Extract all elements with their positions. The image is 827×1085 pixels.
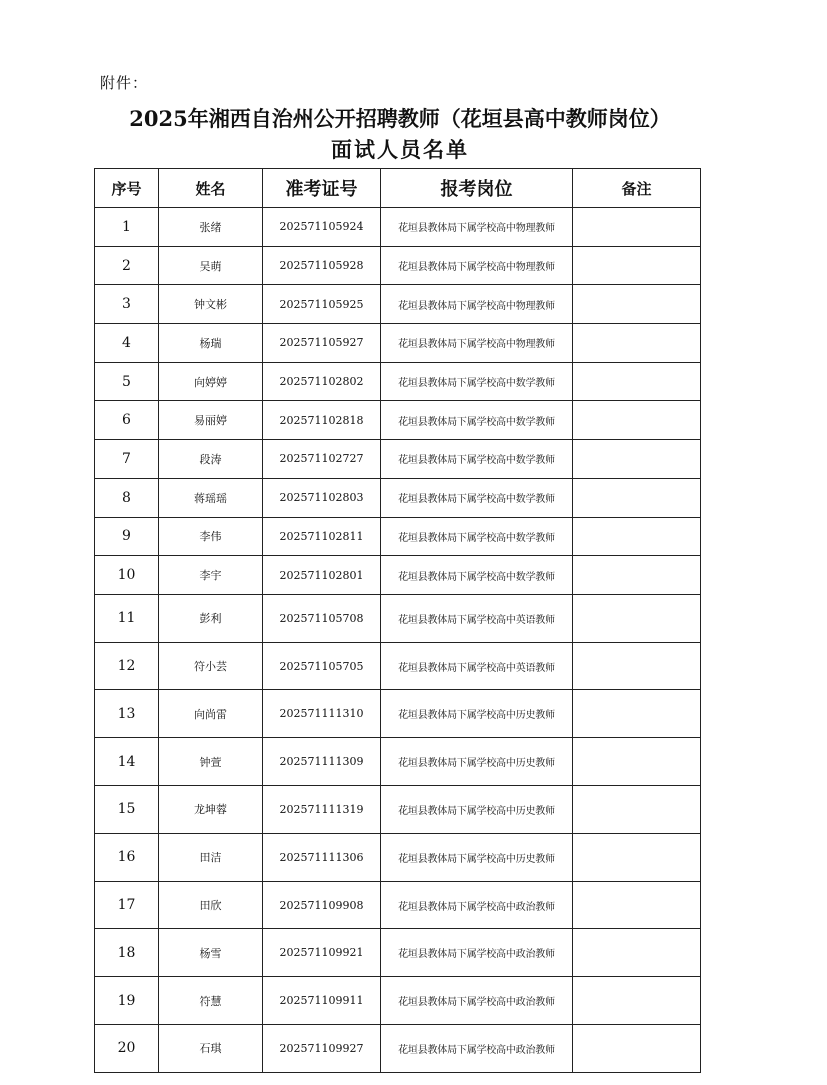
ticket-cell: 202571102818 bbox=[263, 401, 381, 440]
table-row bbox=[95, 833, 701, 881]
table-row bbox=[95, 324, 701, 363]
remarks-cell bbox=[573, 786, 701, 834]
position-cell: 花垣县教体局下属学校高中物理教师 bbox=[381, 208, 573, 247]
position-cell: 花垣县教体局下属学校高中历史教师 bbox=[381, 738, 573, 786]
ticket-cell: 202571102801 bbox=[263, 556, 381, 595]
table-row bbox=[95, 738, 701, 786]
name-cell: 符小芸 bbox=[159, 642, 263, 690]
remarks-cell bbox=[573, 556, 701, 595]
serial-cell: 9 bbox=[95, 517, 159, 556]
table-row bbox=[95, 881, 701, 929]
header-serial-no: 序号 bbox=[95, 169, 159, 208]
ticket-cell: 202571105927 bbox=[263, 324, 381, 363]
position-cell: 花垣县教体局下属学校高中物理教师 bbox=[381, 246, 573, 285]
table-row bbox=[95, 246, 701, 285]
serial-cell: 1 bbox=[95, 208, 159, 247]
name-cell: 钟萱 bbox=[159, 738, 263, 786]
ticket-cell: 202571105925 bbox=[263, 285, 381, 324]
header-ticket-no: 准考证号 bbox=[263, 169, 381, 208]
header-name: 姓名 bbox=[159, 169, 263, 208]
serial-cell: 2 bbox=[95, 246, 159, 285]
serial-cell: 13 bbox=[95, 690, 159, 738]
position-cell: 花垣县教体局下属学校高中历史教师 bbox=[381, 833, 573, 881]
name-cell: 吴萌 bbox=[159, 246, 263, 285]
table-row bbox=[95, 786, 701, 834]
header-position: 报考岗位 bbox=[381, 169, 573, 208]
position-cell: 花垣县教体局下属学校高中数学教师 bbox=[381, 478, 573, 517]
table-row bbox=[95, 556, 701, 595]
remarks-cell bbox=[573, 833, 701, 881]
ticket-cell: 202571109911 bbox=[263, 977, 381, 1025]
position-cell: 花垣县教体局下属学校高中数学教师 bbox=[381, 440, 573, 479]
remarks-cell bbox=[573, 440, 701, 479]
position-cell: 花垣县教体局下属学校高中英语教师 bbox=[381, 642, 573, 690]
position-cell: 花垣县教体局下属学校高中英语教师 bbox=[381, 594, 573, 642]
serial-cell: 11 bbox=[95, 594, 159, 642]
ticket-cell: 202571105924 bbox=[263, 208, 381, 247]
serial-cell: 8 bbox=[95, 478, 159, 517]
attachment-label: 附件： bbox=[100, 74, 149, 92]
table-row bbox=[95, 517, 701, 556]
position-cell: 花垣县教体局下属学校高中政治教师 bbox=[381, 1025, 573, 1073]
position-cell: 花垣县教体局下属学校高中历史教师 bbox=[381, 690, 573, 738]
ticket-cell: 202571102727 bbox=[263, 440, 381, 479]
remarks-cell bbox=[573, 1025, 701, 1073]
name-cell: 李伟 bbox=[159, 517, 263, 556]
header-remarks: 备注 bbox=[573, 169, 701, 208]
ticket-cell: 202571102803 bbox=[263, 478, 381, 517]
name-cell: 田欣 bbox=[159, 881, 263, 929]
remarks-cell bbox=[573, 690, 701, 738]
remarks-cell bbox=[573, 246, 701, 285]
serial-cell: 17 bbox=[95, 881, 159, 929]
remarks-cell bbox=[573, 285, 701, 324]
ticket-cell: 202571111310 bbox=[263, 690, 381, 738]
name-cell: 符慧 bbox=[159, 977, 263, 1025]
table-row bbox=[95, 401, 701, 440]
name-cell: 杨雪 bbox=[159, 929, 263, 977]
serial-cell: 6 bbox=[95, 401, 159, 440]
remarks-cell bbox=[573, 642, 701, 690]
serial-cell: 20 bbox=[95, 1025, 159, 1073]
name-cell: 龙坤蓉 bbox=[159, 786, 263, 834]
remarks-cell bbox=[573, 929, 701, 977]
name-cell: 易丽婷 bbox=[159, 401, 263, 440]
serial-cell: 16 bbox=[95, 833, 159, 881]
name-cell: 彭利 bbox=[159, 594, 263, 642]
position-cell: 花垣县教体局下属学校高中历史教师 bbox=[381, 786, 573, 834]
table-row bbox=[95, 1025, 701, 1073]
position-cell: 花垣县教体局下属学校高中数学教师 bbox=[381, 556, 573, 595]
ticket-cell: 202571105928 bbox=[263, 246, 381, 285]
serial-cell: 19 bbox=[95, 977, 159, 1025]
name-cell: 向婷婷 bbox=[159, 362, 263, 401]
position-cell: 花垣县教体局下属学校高中物理教师 bbox=[381, 324, 573, 363]
serial-cell: 14 bbox=[95, 738, 159, 786]
remarks-cell bbox=[573, 401, 701, 440]
position-cell: 花垣县教体局下属学校高中政治教师 bbox=[381, 977, 573, 1025]
table-row bbox=[95, 362, 701, 401]
remarks-cell bbox=[573, 517, 701, 556]
serial-cell: 10 bbox=[95, 556, 159, 595]
position-cell: 花垣县教体局下属学校高中政治教师 bbox=[381, 929, 573, 977]
position-cell: 花垣县教体局下属学校高中物理教师 bbox=[381, 285, 573, 324]
ticket-cell: 202571109927 bbox=[263, 1025, 381, 1073]
name-cell: 向尚雷 bbox=[159, 690, 263, 738]
name-cell: 张绪 bbox=[159, 208, 263, 247]
remarks-cell bbox=[573, 977, 701, 1025]
name-cell: 蒋瑶瑶 bbox=[159, 478, 263, 517]
ticket-cell: 202571111309 bbox=[263, 738, 381, 786]
name-cell: 钟文彬 bbox=[159, 285, 263, 324]
table-row bbox=[95, 285, 701, 324]
ticket-cell: 202571102802 bbox=[263, 362, 381, 401]
ticket-cell: 202571105705 bbox=[263, 642, 381, 690]
page-title: 2025年湘西自治州公开招聘教师（花垣县高中教师岗位） bbox=[129, 106, 671, 131]
table-row bbox=[95, 977, 701, 1025]
serial-cell: 7 bbox=[95, 440, 159, 479]
table-row bbox=[95, 690, 701, 738]
serial-cell: 12 bbox=[95, 642, 159, 690]
name-cell: 李宇 bbox=[159, 556, 263, 595]
table-row bbox=[95, 478, 701, 517]
table-row bbox=[95, 594, 701, 642]
ticket-cell: 202571102811 bbox=[263, 517, 381, 556]
table-row bbox=[95, 642, 701, 690]
ticket-cell: 202571109921 bbox=[263, 929, 381, 977]
table-row bbox=[95, 440, 701, 479]
serial-cell: 18 bbox=[95, 929, 159, 977]
position-cell: 花垣县教体局下属学校高中数学教师 bbox=[381, 517, 573, 556]
name-cell: 段涛 bbox=[159, 440, 263, 479]
remarks-cell bbox=[573, 738, 701, 786]
remarks-cell bbox=[573, 362, 701, 401]
page-subtitle: 面试人员名单 bbox=[331, 137, 469, 162]
table-row bbox=[95, 208, 701, 247]
name-cell: 石琪 bbox=[159, 1025, 263, 1073]
table-header-row bbox=[95, 169, 701, 208]
table-row bbox=[95, 929, 701, 977]
serial-cell: 5 bbox=[95, 362, 159, 401]
ticket-cell: 202571111306 bbox=[263, 833, 381, 881]
serial-cell: 3 bbox=[95, 285, 159, 324]
name-cell: 杨瑞 bbox=[159, 324, 263, 363]
serial-cell: 15 bbox=[95, 786, 159, 834]
ticket-cell: 202571105708 bbox=[263, 594, 381, 642]
position-cell: 花垣县教体局下属学校高中数学教师 bbox=[381, 362, 573, 401]
remarks-cell bbox=[573, 881, 701, 929]
name-cell: 田洁 bbox=[159, 833, 263, 881]
position-cell: 花垣县教体局下属学校高中政治教师 bbox=[381, 881, 573, 929]
interview-roster-table bbox=[94, 168, 701, 1073]
remarks-cell bbox=[573, 208, 701, 247]
serial-cell: 4 bbox=[95, 324, 159, 363]
remarks-cell bbox=[573, 478, 701, 517]
ticket-cell: 202571111319 bbox=[263, 786, 381, 834]
position-cell: 花垣县教体局下属学校高中数学教师 bbox=[381, 401, 573, 440]
remarks-cell bbox=[573, 324, 701, 363]
ticket-cell: 202571109908 bbox=[263, 881, 381, 929]
remarks-cell bbox=[573, 594, 701, 642]
